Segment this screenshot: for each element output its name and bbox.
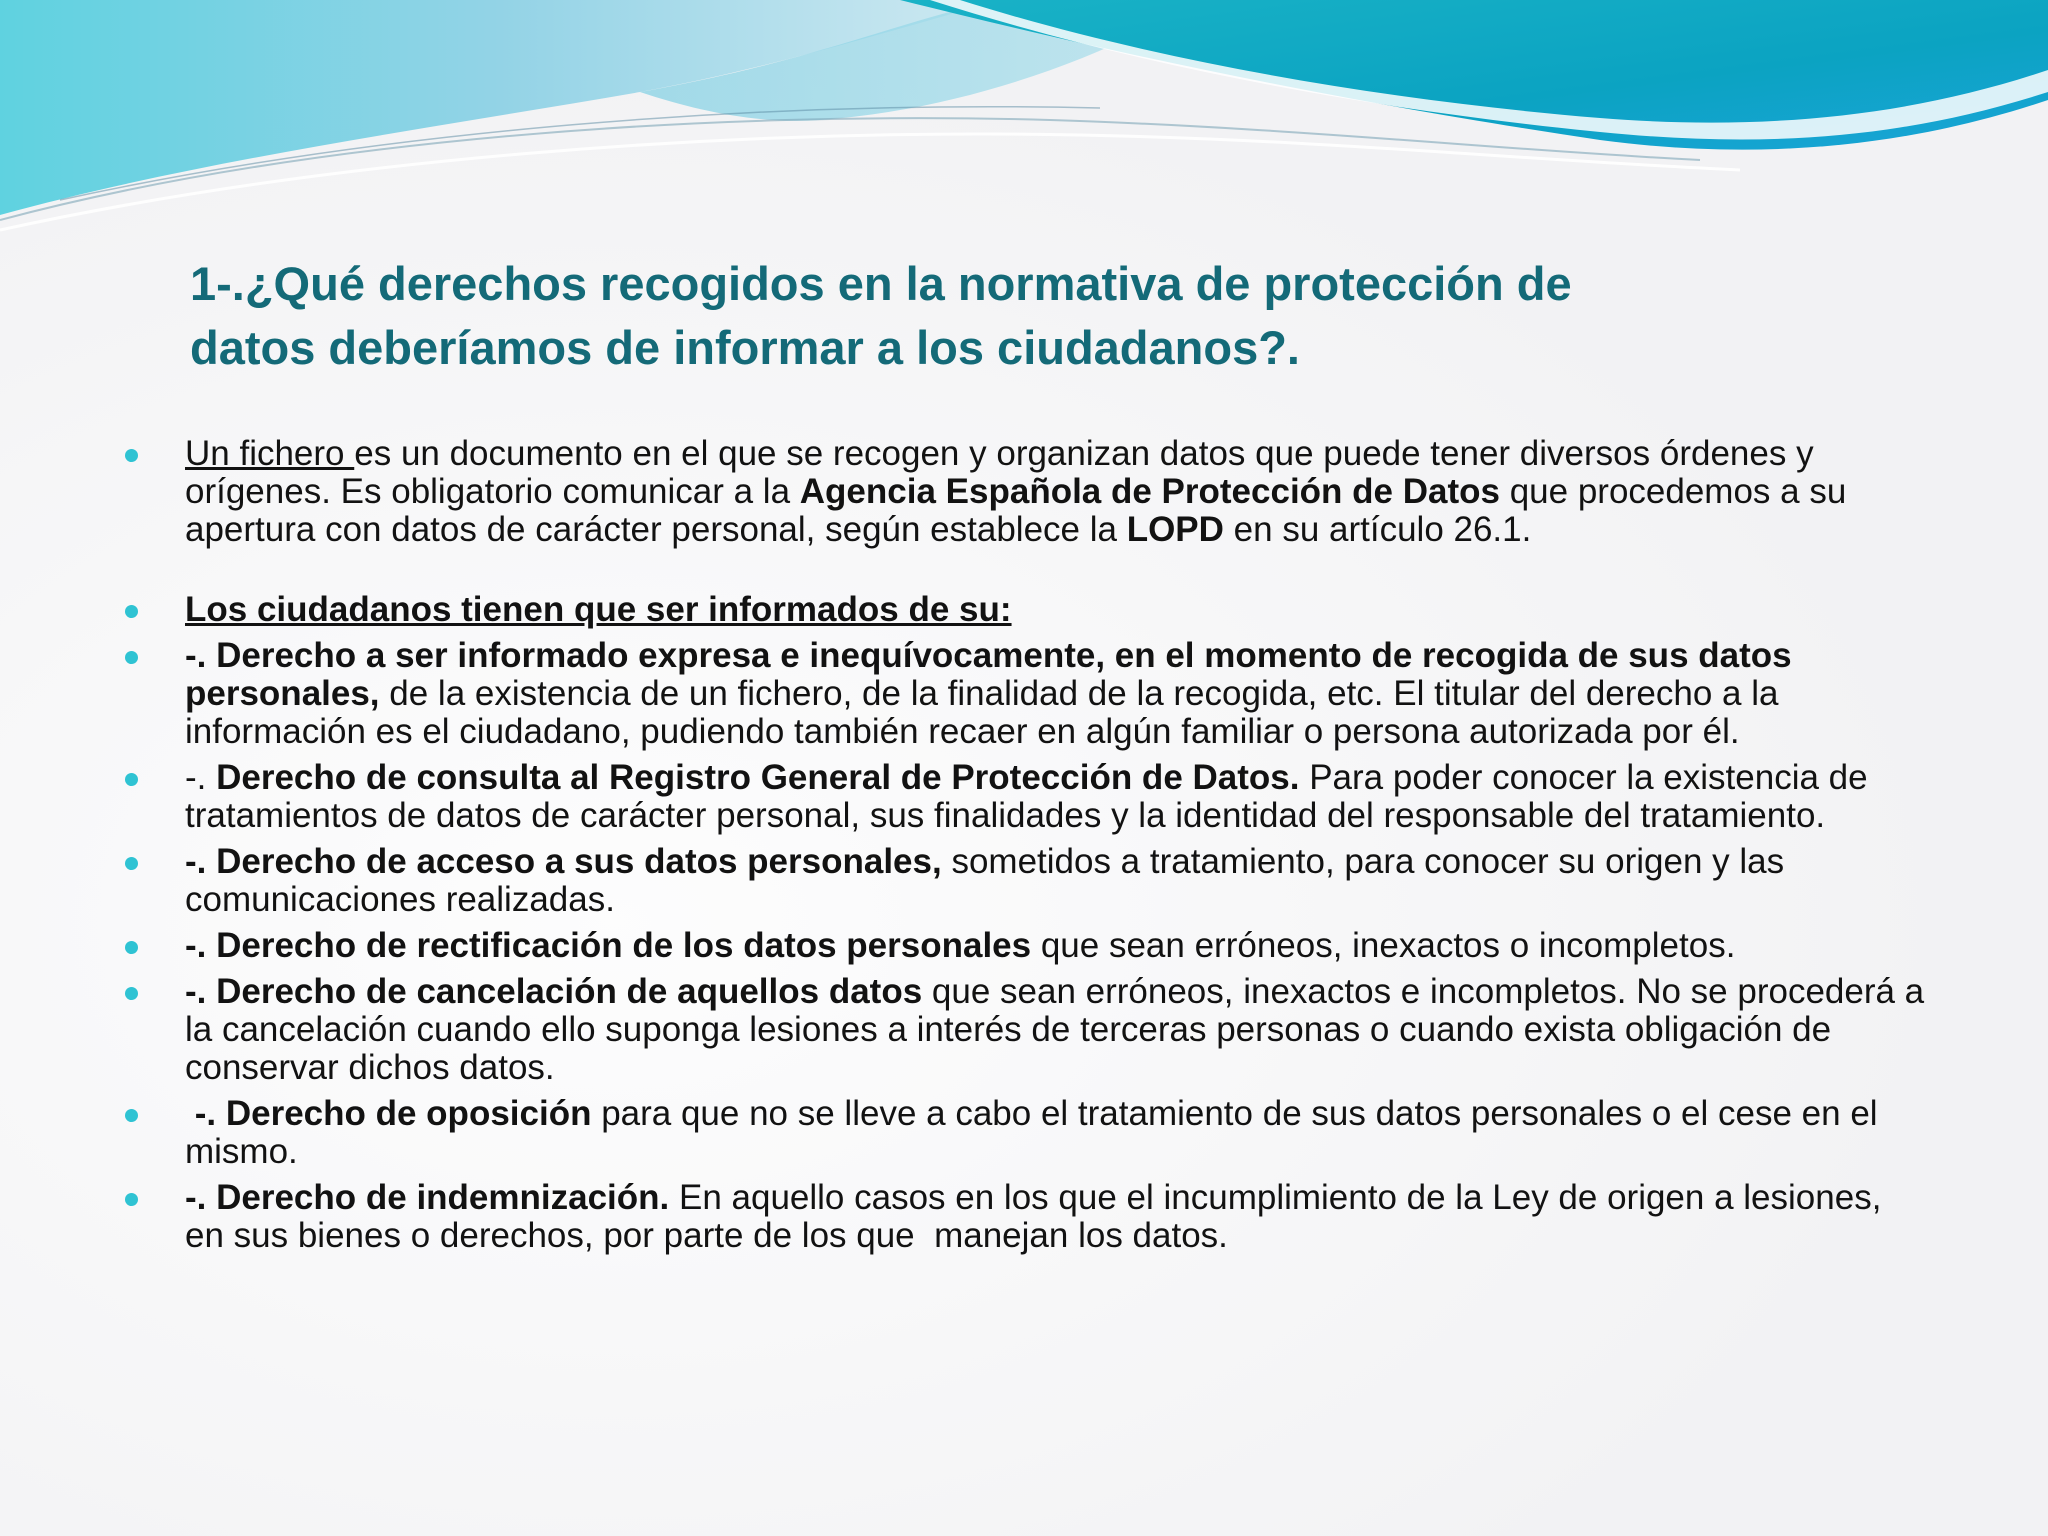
right-prefix: -. xyxy=(185,758,217,797)
right-item-opposition xyxy=(125,1095,1925,1171)
right-text: sometidos a tratamiento, para conocer su origen y las comunicaciones realizadas. xyxy=(185,842,1785,919)
right-bold: -. Derecho de indemnización. xyxy=(185,1178,670,1217)
right-bold: -. Derecho de acceso a sus datos personales, xyxy=(185,842,942,881)
bullet-list xyxy=(125,435,1925,1255)
right-text: que sean erróneos, inexactos e incompletos. No se procederá a la cancelación cuando ello suponga lesiones a interés de terceras personas o cuando exista obligación de conservar dichos datos. xyxy=(185,972,1925,1087)
right-item-informed xyxy=(125,637,1925,751)
right-text: Para poder conocer la existencia de tratamientos de datos de carácter personal, sus finalidades y la identidad del responsable del tratamiento. xyxy=(185,758,1868,835)
bullet-dot-icon xyxy=(125,449,138,462)
spacer xyxy=(125,549,1925,591)
right-text: que sean erróneos, inexactos o incompletos. xyxy=(1031,926,1736,965)
right-text: En aquello casos en los que el incumplimiento de la Ley de origen a lesiones, en sus bienes o derechos, por parte de los que manejan los datos. xyxy=(185,1178,1892,1255)
rights-heading-item xyxy=(125,591,1925,629)
right-bold: -. Derecho a ser informado expresa e inequívocamente, en el momento de recogida de sus datos personales, xyxy=(185,636,1792,713)
right-item-cancellation xyxy=(125,973,1925,1087)
intro-text-3: en su artículo 26.1. xyxy=(1223,510,1532,549)
bullet-dot-icon xyxy=(125,987,138,1000)
right-item-compensation xyxy=(125,1179,1925,1255)
bullet-dot-icon xyxy=(125,857,138,870)
rights-heading: Los ciudadanos tienen que ser informados de su: xyxy=(185,590,1012,629)
right-text: para que no se lleve a cabo el tratamiento de sus datos personales o el cese en el mismo. xyxy=(185,1094,1878,1171)
bullet-dot-icon xyxy=(125,773,138,786)
intro-underlined-term: Un fichero xyxy=(185,434,355,473)
right-bold: -. Derecho de rectificación de los datos personales xyxy=(185,926,1032,965)
right-bold: -. Derecho de cancelación de aquellos datos xyxy=(185,972,923,1011)
intro-text-2: que procedemos a su apertura con datos de carácter personal, según establece la xyxy=(185,472,1847,549)
bullet-dot-icon xyxy=(125,651,138,664)
slide-title xyxy=(190,252,1790,380)
right-prefix xyxy=(185,1094,195,1133)
intro-text-1: es un documento en el que se recogen y organizan datos que puede tener diversos órdenes y orígenes. Es obligatorio comunicar a la xyxy=(185,434,1814,511)
intro-bold-lopd: LOPD xyxy=(1126,510,1224,549)
bullet-dot-icon xyxy=(125,605,138,618)
right-bold: Derecho de consulta al Registro General de Protección de Datos. xyxy=(216,758,1300,797)
intro-bold-agency: Agencia Española de Protección de Datos xyxy=(799,472,1500,511)
header-wave-decoration xyxy=(0,0,2048,260)
bullet-dot-icon xyxy=(125,1109,138,1122)
bullet-dot-icon xyxy=(125,1193,138,1206)
title-line-1: 1-.¿Qué derechos recogidos en la normativa de protección de xyxy=(190,257,1572,310)
right-item-rectification xyxy=(125,927,1925,965)
title-line-2: datos deberíamos de informar a los ciudadanos?. xyxy=(190,321,1300,374)
right-text: de la existencia de un fichero, de la finalidad de la recogida, etc. El titular del derecho a la información es el ciudadano, pudiendo también recaer en algún familiar o persona autorizada por él. xyxy=(185,674,1779,751)
right-bold: -. Derecho de oposición xyxy=(194,1094,592,1133)
right-item-consult xyxy=(125,759,1925,835)
intro-item xyxy=(125,435,1925,549)
bullet-dot-icon xyxy=(125,941,138,954)
right-item-access xyxy=(125,843,1925,919)
